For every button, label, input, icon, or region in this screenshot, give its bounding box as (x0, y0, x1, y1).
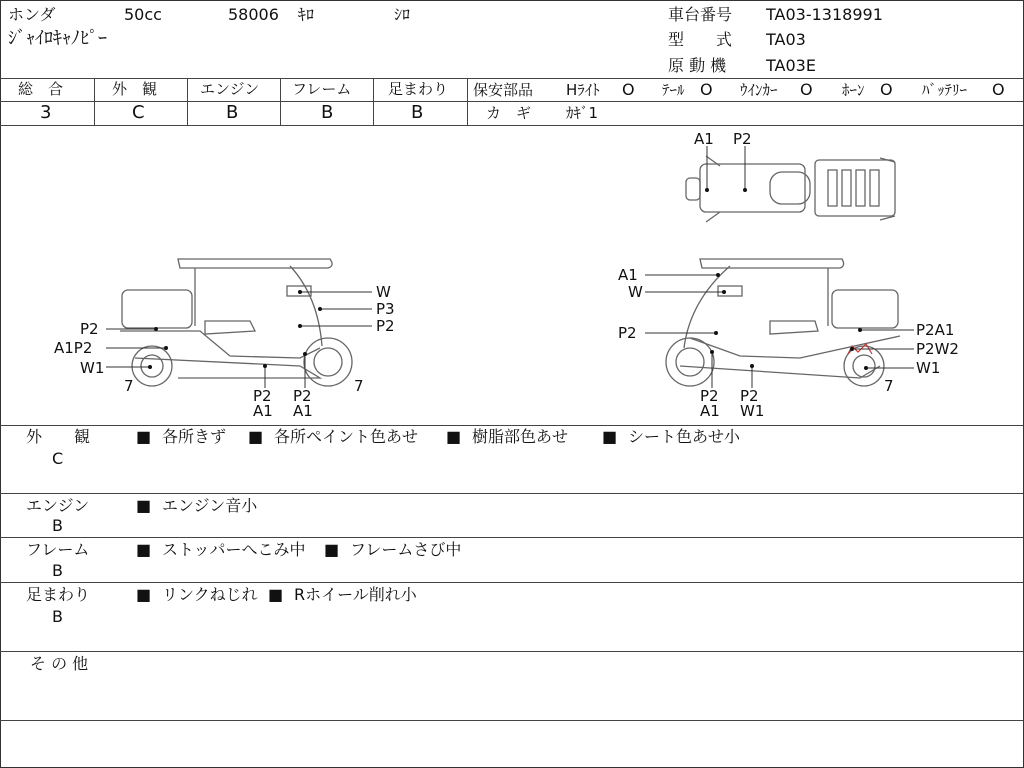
left-7-front-label: 7 (124, 377, 134, 395)
remark-item: エンジン音小 (162, 496, 258, 515)
frame-value: B (321, 102, 334, 123)
left-bottom2-a: P2 (293, 387, 312, 405)
color: ｼﾛ (394, 5, 411, 24)
remark-grade: B (52, 516, 63, 535)
divider (94, 78, 95, 125)
right-w-label: W (628, 283, 643, 301)
remark-item: ストッパーへこみ中 (162, 540, 306, 559)
exterior-label: 外 観 (112, 80, 158, 98)
displacement: 50cc (124, 5, 162, 24)
right-p2w2-label: P2W2 (916, 340, 959, 358)
remark-item: 各所ペイント色あせ (274, 427, 419, 446)
divider (0, 493, 1023, 494)
safety-title: 保安部品 (473, 81, 534, 99)
bullet-icon: ■ (324, 540, 340, 559)
battery-ok: O (992, 80, 1005, 99)
divider (467, 101, 1023, 102)
divider (0, 582, 1023, 583)
other-label: そ の 他 (30, 654, 89, 673)
remark-grade: B (52, 561, 63, 580)
remark-label: フレーム (26, 540, 90, 559)
right-w1-label: W1 (916, 359, 941, 377)
type-label: 型 式 (668, 30, 733, 49)
overall-label: 総 合 (18, 80, 64, 98)
type-value: TA03 (766, 30, 806, 49)
mileage-unit: ｷﾛ (298, 5, 315, 24)
engine-model-value: TA03E (766, 56, 816, 75)
suspension-label: 足まわり (388, 80, 449, 98)
top-a1-label: A1 (694, 130, 714, 148)
right-bottom1-a: P2 (700, 387, 719, 405)
taillight-label: ﾃｰﾙ (662, 81, 685, 99)
remark-label: エンジン (26, 496, 90, 515)
left-bottom2-b: A1 (293, 402, 313, 420)
remark-item: 樹脂部色あせ (472, 427, 569, 446)
horn-label: ﾎｰﾝ (842, 81, 865, 99)
left-side-scooter (120, 259, 352, 386)
bullet-icon: ■ (446, 427, 462, 446)
left-w1-label: W1 (80, 359, 105, 377)
exterior-value: C (132, 102, 145, 123)
left-bottom1-a: P2 (253, 387, 272, 405)
divider (280, 78, 281, 125)
remark-item: リンクねじれ (162, 585, 258, 604)
headlight-ok: O (622, 80, 635, 99)
bullet-icon: ■ (136, 427, 152, 446)
right-bottom2-a: P2 (740, 387, 759, 405)
left-p3-label: P3 (376, 300, 395, 318)
winker-label: ｳｲﾝｶｰ (740, 81, 778, 99)
left-7-rear-label: 7 (354, 377, 364, 395)
left-w-label: W (376, 283, 391, 301)
model-name: ｼﾞｬｲﾛｷｬﾉﾋﾟｰ (8, 28, 107, 49)
right-7-label: 7 (884, 377, 894, 395)
divider (187, 78, 188, 125)
remark-grade: B (52, 607, 63, 626)
top-view-scooter (686, 156, 895, 222)
divider (0, 720, 1023, 721)
left-p2-label: P2 (376, 317, 395, 335)
right-bottom1-b: A1 (700, 402, 720, 420)
bullet-icon: ■ (268, 585, 284, 604)
bullet-icon: ■ (602, 427, 618, 446)
headlight-label: Hﾗｲﾄ (566, 81, 600, 99)
right-p2a1-label: P2A1 (916, 321, 955, 339)
left-a1p2-label: A1P2 (54, 339, 93, 357)
engine-value: B (226, 102, 239, 123)
bullet-icon: ■ (248, 427, 264, 446)
engine-model-label: 原 動 機 (668, 56, 727, 75)
divider (0, 78, 1023, 79)
remark-grade: C (52, 449, 64, 468)
bullet-icon: ■ (136, 496, 152, 515)
divider (373, 78, 374, 125)
suspension-value: B (411, 102, 424, 123)
remark-label: 足まわり (26, 585, 91, 604)
overall-value: 3 (40, 102, 52, 123)
horn-ok: O (880, 80, 893, 99)
right-a1-label: A1 (618, 266, 638, 284)
divider (0, 651, 1023, 652)
divider (467, 78, 468, 125)
winker-ok: O (800, 80, 813, 99)
right-p2-label: P2 (618, 324, 637, 342)
battery-label: ﾊﾞｯﾃﾘｰ (922, 81, 968, 99)
remark-item: Rホイール削れ小 (294, 585, 417, 604)
mileage: 58006 (228, 5, 279, 24)
vin-label: 車台番号 (668, 5, 733, 24)
top-p2-label: P2 (733, 130, 752, 148)
vin-value: TA03-1318991 (766, 5, 883, 24)
divider (0, 425, 1023, 426)
remark-item: 各所きず (162, 427, 227, 446)
bullet-icon: ■ (136, 585, 152, 604)
left-bottom1-b: A1 (253, 402, 273, 420)
remark-item: シート色あせ小 (628, 427, 741, 446)
divider (0, 537, 1023, 538)
left-p2-side-label: P2 (80, 320, 99, 338)
engine-label: エンジン (200, 80, 260, 98)
maker: ホンダ (8, 5, 56, 24)
key-value: ｶｷﾞ1 (566, 104, 599, 122)
damage-diagram (0, 126, 1024, 424)
taillight-ok: O (700, 80, 713, 99)
remark-label: 外 観 (26, 427, 91, 446)
key-label: カ ギ (486, 104, 532, 122)
bullet-icon: ■ (136, 540, 152, 559)
right-bottom2-b: W1 (740, 402, 765, 420)
remark-item: フレームさび中 (350, 540, 462, 559)
frame-label: フレーム (292, 80, 352, 98)
